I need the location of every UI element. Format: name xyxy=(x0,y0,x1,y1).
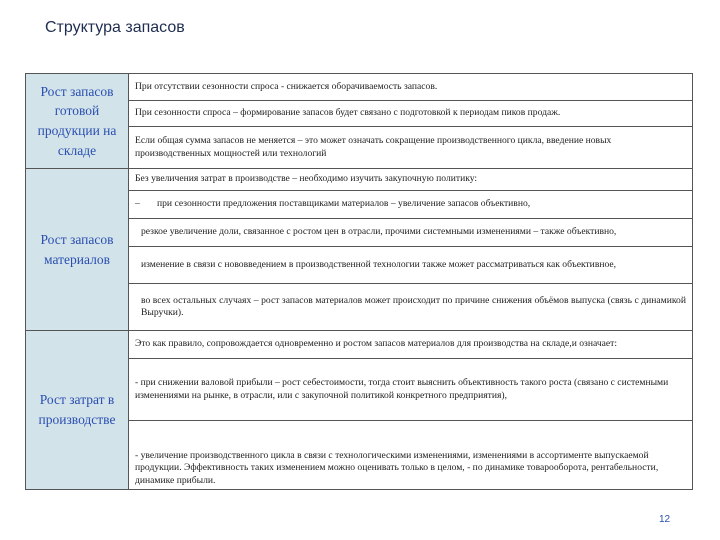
table-cell: резкое увеличение доли, связанное с ростом цен в отрасли, прочими системными изменениями – также объективно, xyxy=(129,219,693,247)
table-cell: Если общая сумма запасов не меняется – это может означать сокращение производственного цикла, введение новых производственных мощностей или технологий xyxy=(129,127,693,169)
section-label-materials: Рост запасов материалов xyxy=(26,169,129,331)
table-cell: Это как правило, сопровождается одновременно и ростом запасов материалов для производства на складе,и означает: xyxy=(129,331,693,359)
list-item-text: при сезонности предложения поставщиками материалов – увеличение запасов объективно, xyxy=(157,198,531,210)
dash-marker: – xyxy=(135,198,140,210)
table-cell: изменение в связи с нововведением в производственной технологии также может рассматриваться как объективное, xyxy=(129,247,693,284)
table-cell: Без увеличения затрат в производстве – необходимо изучить закупочную политику: xyxy=(129,169,693,191)
table-cell: При отсутствии сезонности спроса - снижается оборачиваемость запасов. xyxy=(129,74,693,101)
page-title: Структура запасов xyxy=(45,19,185,36)
table-cell: - при снижении валовой прибыли – рост себестоимости, тогда стоит выяснить объективность такого роста (связано с системными изменениями на рынке, в отрасли, или с закупочной политикой конкретного предприятия), xyxy=(129,359,693,421)
inventory-structure-table xyxy=(25,73,693,490)
section-label-finished-goods: Рост запасов готовой продукции на складе xyxy=(26,74,129,169)
table-cell: во всех остальных случаях – рост запасов материалов может происходит по причине снижения объёмов выпуска (связь с динамикой Выручки). xyxy=(129,284,693,331)
section-label-production-costs: Рост затрат в производстве xyxy=(26,331,129,490)
page-number: 12 xyxy=(659,514,671,525)
table-cell xyxy=(129,191,693,219)
table-cell: При сезонности спроса – формирование запасов будет связано с подготовкой к периодам пиков продаж. xyxy=(129,101,693,127)
table-cell: - увеличение производственного цикла в связи с технологическими изменениями, изменениями в ассортименте выпускаемой продукции. Эффективность таких изменением можно оценивать только в целом, - по динамике товарооборота, рентабельности, динамике прибыли. xyxy=(129,421,693,490)
